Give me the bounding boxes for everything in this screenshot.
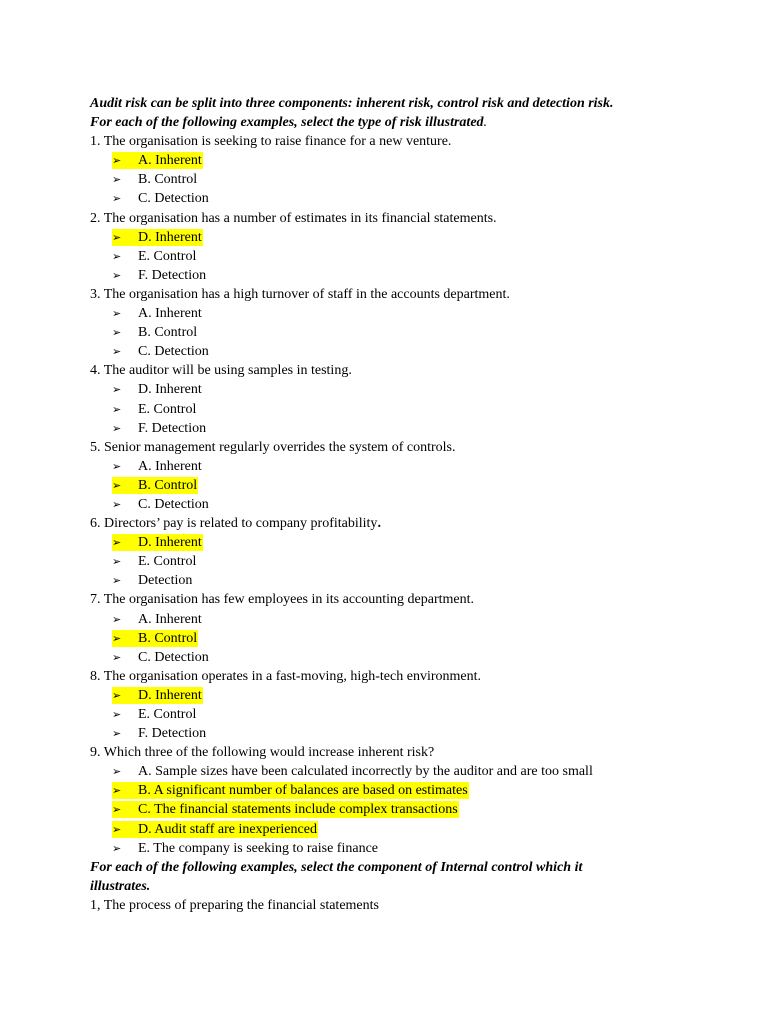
question-text-end: . [377, 516, 381, 532]
answer-option [90, 266, 730, 285]
answer-option-text: D. Audit staff are inexperienced [138, 821, 317, 837]
answer-option [90, 476, 730, 495]
question-text-body: 1. The organisation is seeking to raise finance for a new venture. [90, 134, 452, 150]
arrowhead-bullet-icon: ➢ [112, 192, 122, 206]
question-text-body: 2. The organisation has a number of estimates in its financial statements. [90, 210, 497, 226]
answer-option [90, 419, 730, 438]
answer-option [90, 648, 730, 667]
arrowhead-bullet-icon: ➢ [112, 268, 122, 282]
answer-option [90, 686, 730, 705]
answer-option-text: B. Control [138, 325, 198, 341]
answer-option-text: B. Control [138, 172, 198, 188]
question-text-body: 6. Directors’ pay is related to company profitability [90, 516, 378, 532]
answer-option-text: E. Control [138, 248, 197, 264]
arrowhead-bullet-icon: ➢ [112, 555, 122, 569]
answer-option-text: F. Detection [138, 267, 207, 283]
answer-option-text: A. Inherent [138, 458, 202, 474]
question-text [90, 514, 730, 533]
answer-option [90, 839, 730, 858]
question-text-body: 7. The organisation has few employees in its accounting department. [90, 592, 474, 608]
answer-option-text: C. Detection [138, 344, 209, 360]
answer-option [90, 724, 730, 743]
question-text [90, 132, 730, 151]
arrowhead-bullet-icon: ➢ [112, 765, 122, 779]
arrowhead-bullet-icon: ➢ [112, 708, 122, 721]
answer-option [90, 781, 730, 800]
answer-option [90, 170, 730, 189]
arrowhead-bullet-icon: ➢ [112, 612, 122, 626]
arrowhead-bullet-icon: ➢ [112, 536, 122, 550]
question-text-body: 5. Senior management regularly overrides the system of controls. [90, 439, 456, 455]
answer-option [90, 800, 730, 819]
answer-option [90, 380, 730, 399]
answer-option [90, 571, 730, 590]
answer-option-text: C. Detection [138, 496, 209, 512]
answer-option-text: B. Control [138, 630, 198, 646]
answer-option-text: Detection [138, 573, 193, 589]
answer-option [90, 705, 730, 724]
question-text [90, 743, 730, 762]
question-text [90, 209, 730, 228]
arrowhead-bullet-icon: ➢ [112, 631, 122, 645]
answer-option-text: D. Inherent [138, 687, 202, 703]
arrowhead-bullet-icon: ➢ [112, 650, 122, 664]
answer-option [90, 629, 730, 648]
answer-option [90, 495, 730, 514]
document-page [90, 94, 730, 915]
answer-option-text: B. A significant number of balances are based on estimates [138, 783, 468, 799]
arrowhead-bullet-icon: ➢ [112, 307, 122, 321]
answer-option [90, 323, 730, 342]
answer-option-text: B. Control [138, 477, 198, 493]
arrowhead-bullet-icon: ➢ [112, 497, 122, 511]
question-text-body: 9. Which three of the following would increase inherent risk? [90, 745, 435, 761]
arrowhead-bullet-icon: ➢ [112, 574, 122, 588]
answer-option-text: C. Detection [138, 191, 209, 207]
question-text-body: 3. The organisation has a high turnover of staff in the accounts department. [90, 286, 510, 302]
arrowhead-bullet-icon: ➢ [112, 784, 122, 798]
intro-heading-line-1: Audit risk can be split into three components: inherent risk, control risk and detection risk. [90, 96, 614, 111]
answer-option [90, 610, 730, 629]
answer-option [90, 189, 730, 208]
answer-option-text: F. Detection [138, 420, 207, 436]
arrowhead-bullet-icon: ➢ [112, 803, 122, 817]
question-text-body: 8. The organisation operates in a fast-moving, high-tech environment. [90, 668, 481, 684]
section2-heading-line-2: illustrates. [90, 878, 151, 894]
answer-option [90, 552, 730, 571]
answer-option [90, 762, 730, 781]
question-text [90, 285, 730, 304]
answer-option-text: D. Inherent [138, 535, 202, 551]
section2-heading-line-1: For each of the following examples, select the component of Internal control which it [90, 859, 583, 875]
question-list [90, 132, 730, 858]
answer-option [90, 247, 730, 266]
answer-option-text: A. Inherent [138, 611, 202, 627]
answer-option-text: D. Inherent [138, 229, 202, 245]
answer-option [90, 457, 730, 476]
arrowhead-bullet-icon: ➢ [112, 727, 122, 741]
answer-option-text: A. Sample sizes have been calculated incorrectly by the auditor and are too small [138, 764, 593, 780]
answer-option [90, 820, 730, 839]
question-text [90, 438, 730, 457]
answer-option-text: D. Inherent [138, 382, 202, 398]
arrowhead-bullet-icon: ➢ [112, 822, 122, 836]
answer-option-text: C. The financial statements include complex transactions [138, 802, 458, 818]
question-text-body: 4. The auditor will be using samples in testing. [90, 363, 352, 379]
arrowhead-bullet-icon: ➢ [112, 249, 122, 263]
question-text [90, 667, 730, 686]
question-text [90, 361, 730, 380]
arrowhead-bullet-icon: ➢ [112, 841, 122, 855]
arrowhead-bullet-icon: ➢ [112, 402, 122, 416]
arrowhead-bullet-icon: ➢ [112, 230, 122, 244]
answer-option [90, 533, 730, 552]
answer-option-text: A. Inherent [138, 306, 202, 322]
answer-option [90, 151, 730, 170]
answer-option [90, 342, 730, 361]
answer-option-text: A. Inherent [138, 153, 202, 169]
arrowhead-bullet-icon: ➢ [112, 421, 122, 435]
answer-option [90, 304, 730, 323]
section2-first-item: 1, The process of preparing the financial statements [90, 897, 379, 913]
arrowhead-bullet-icon: ➢ [112, 478, 122, 492]
intro-heading-line-2-text: For each of the following examples, select the type of risk illustrated [90, 115, 484, 131]
answer-option-text: E. Control [138, 707, 197, 722]
answer-option [90, 400, 730, 419]
arrowhead-bullet-icon: ➢ [112, 345, 122, 359]
answer-option-text: E. The company is seeking to raise finance [138, 840, 378, 856]
arrowhead-bullet-icon: ➢ [112, 154, 122, 168]
answer-option-text: C. Detection [138, 649, 209, 665]
arrowhead-bullet-icon: ➢ [112, 173, 122, 187]
intro-heading-line-2-end: . [483, 115, 488, 131]
question-text [90, 590, 730, 609]
intro-heading-line-2 [90, 113, 730, 132]
arrowhead-bullet-icon: ➢ [112, 383, 122, 397]
answer-option-text: E. Control [138, 401, 197, 417]
answer-option [90, 228, 730, 247]
answer-option-text: F. Detection [138, 726, 207, 742]
arrowhead-bullet-icon: ➢ [112, 688, 122, 702]
arrowhead-bullet-icon: ➢ [112, 459, 122, 473]
answer-option-text: E. Control [138, 554, 197, 570]
arrowhead-bullet-icon: ➢ [112, 326, 122, 340]
